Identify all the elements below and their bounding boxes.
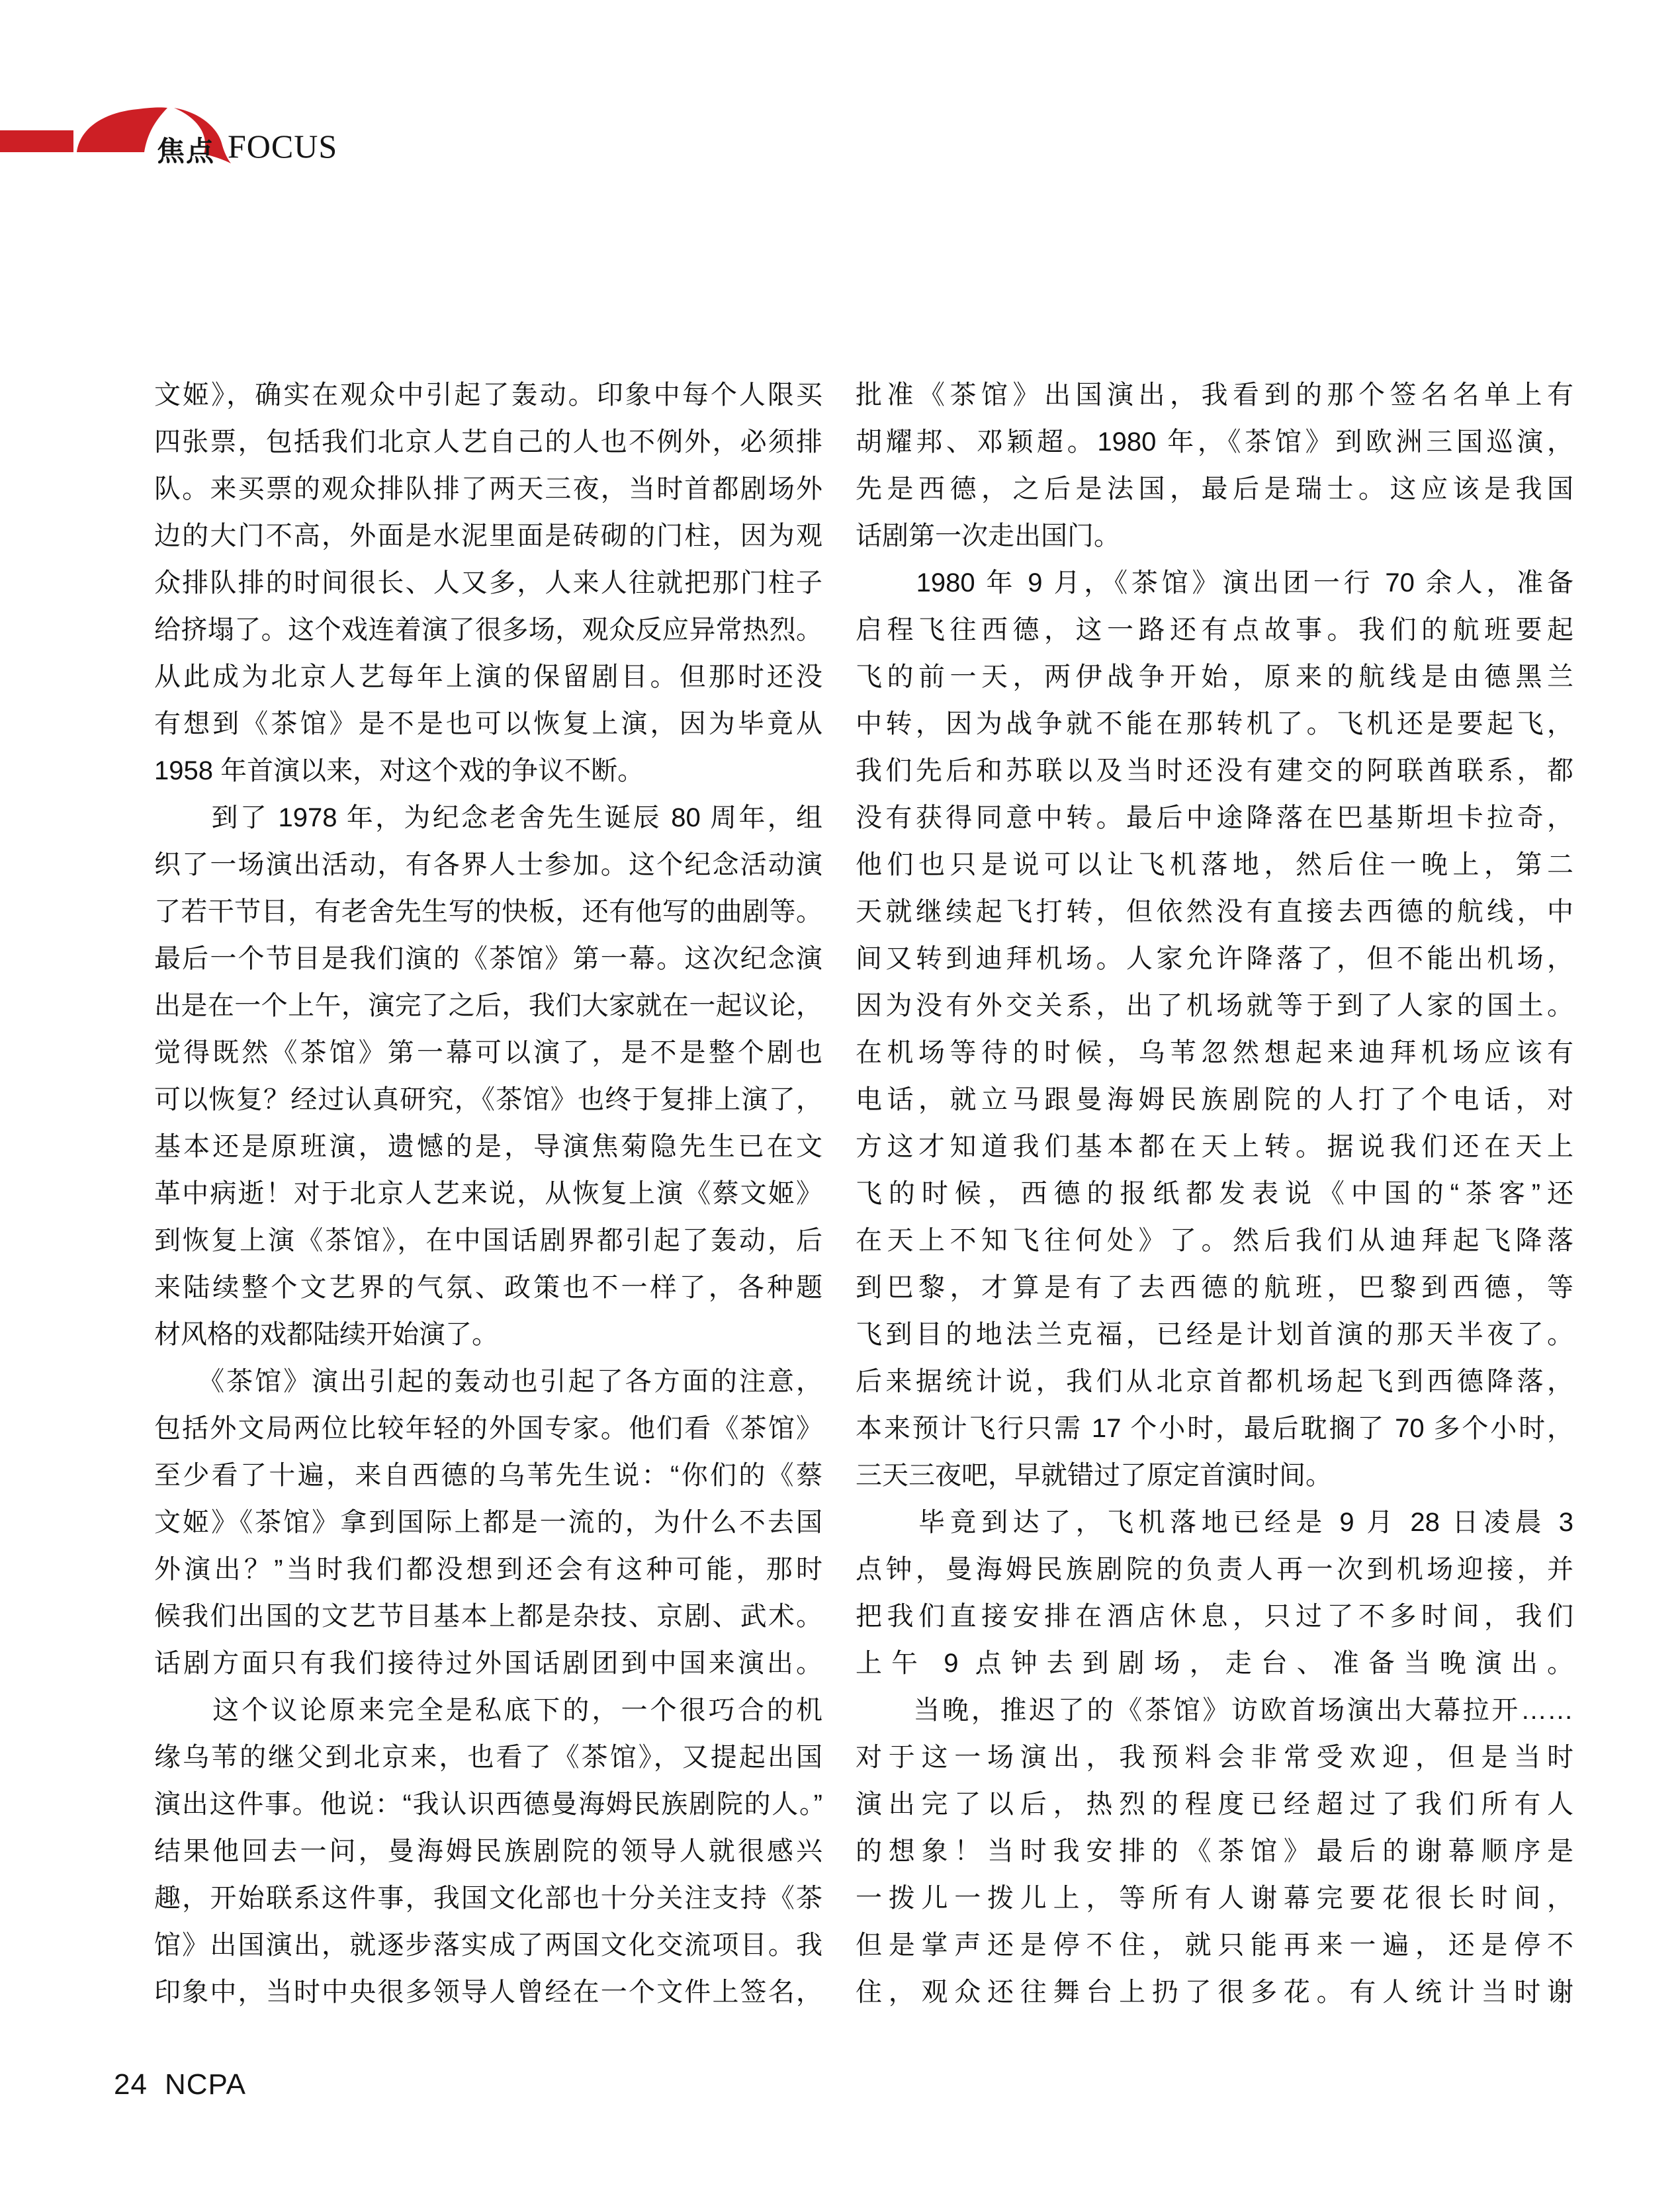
text-line: 毕竟到达了，飞机落地已经是 9 月 28 日凌晨 3	[856, 1508, 1573, 1537]
text-line: 四张票，包括我们北京人艺自己的人也不例外，必须排	[154, 427, 822, 457]
text-line: 但是掌声还是停不住，就只能再来一遍，还是停不	[856, 1931, 1573, 1960]
text-line: 间又转到迪拜机场。人家允许降落了，但不能出机场，	[856, 944, 1573, 973]
text-line: 住，观众还往舞台上扔了很多花。有人统计当时谢	[856, 1978, 1573, 2007]
text-line: 在天上不知飞往何处》了。然后我们从迪拜起飞降落	[856, 1226, 1573, 1255]
text-line: 在机场等待的时候，乌苇忽然想起来迪拜机场应该有	[856, 1038, 1573, 1067]
text-line: 话剧方面只有我们接待过外国话剧团到中国来演出。	[154, 1649, 822, 1678]
text-line: 包括外文局两位比较年轻的外国专家。他们看《茶馆》	[154, 1414, 822, 1443]
text-line: 最后一个节目是我们演的《茶馆》第一幕。这次纪念演	[154, 944, 822, 973]
text-line: 没有获得同意中转。最后中途降落在巴基斯坦卡拉奇，	[856, 803, 1573, 832]
text-line: 文姬》《茶馆》拿到国际上都是一流的，为什么不去国	[154, 1508, 822, 1537]
text-line: 到了 1978 年，为纪念老舍先生诞辰 80 周年，组	[154, 803, 822, 832]
text-line: 飞的前一天，两伊战争开始，原来的航线是由德黑兰	[856, 662, 1573, 691]
text-line: 天就继续起飞打转，但依然没有直接去西德的航线，中	[856, 897, 1573, 926]
text-line: 给挤塌了。这个戏连着演了很多场，观众反应异常热烈。	[154, 615, 822, 644]
text-line: 趣，开始联系这件事，我国文化部也十分关注支持《茶	[154, 1884, 822, 1913]
text-line: 中转，因为战争就不能在那转机了。飞机还是要起飞，	[856, 709, 1573, 738]
section-label-cn: 焦点	[157, 135, 216, 167]
text-line: 至少看了十遍，来自西德的乌苇先生说：“你们的《蔡	[154, 1461, 822, 1490]
text-line: 的想象！当时我安排的《茶馆》最后的谢幕顺序是	[856, 1837, 1573, 1866]
text-line: 一拨儿一拨儿上，等所有人谢幕完要花很长时间，	[856, 1884, 1573, 1913]
text-line: 边的大门不高，外面是水泥里面是砖砌的门柱，因为观	[154, 521, 822, 550]
text-line: 1958 年首演以来，对这个戏的争议不断。	[154, 756, 644, 785]
text-line: 到巴黎，才算是有了去西德的航班，巴黎到西德，等	[856, 1273, 1573, 1302]
text-line: 结果他回去一问，曼海姆民族剧院的领导人就很感兴	[154, 1837, 822, 1866]
text-line: 启程飞往西德，这一路还有点故事。我们的航班要起	[856, 615, 1573, 644]
text-line: 先是西德，之后是法国，最后是瑞士。这应该是我国	[856, 474, 1573, 503]
text-line: 革中病逝！对于北京人艺来说，从恢复上演《蔡文姬》	[154, 1179, 822, 1208]
text-line: 队。来买票的观众排队排了两天三夜，当时首都剧场外	[154, 474, 822, 503]
left-column	[154, 372, 822, 2016]
text-line: 把我们直接安排在酒店休息，只过了不多时间，我们	[856, 1602, 1573, 1631]
text-line: 到恢复上演《茶馆》，在中国话剧界都引起了轰动，后	[154, 1226, 822, 1255]
text-line: 《茶馆》演出引起的轰动也引起了各方面的注意，	[154, 1367, 822, 1396]
text-line: 众排队排的时间很长、人又多，人来人往就把那门柱子	[154, 568, 822, 597]
text-line: 来陆续整个文艺界的气氛、政策也不一样了，各种题	[154, 1273, 822, 1302]
text-line: 印象中，当时中央很多领导人曾经在一个文件上签名，	[154, 1978, 822, 2007]
text-line: 了若干节目，有老舍先生写的快板，还有他写的曲剧等。	[154, 897, 822, 926]
text-line: 飞到目的地法兰克福，已经是计划首演的那天半夜了。	[856, 1320, 1573, 1349]
text-line: 后来据统计说，我们从北京首都机场起飞到西德降落，	[856, 1367, 1573, 1396]
text-line: 缘乌苇的继父到北京来，也看了《茶馆》，又提起出国	[154, 1743, 822, 1772]
section-label-en: FOCUS	[228, 128, 338, 165]
text-line: 材风格的戏都陆续开始演了。	[154, 1320, 498, 1349]
text-line: 飞的时候，西德的报纸都发表说《中国的“茶客”还	[856, 1179, 1573, 1208]
text-line: 因为没有外交关系，出了机场就等于到了人家的国土。	[856, 991, 1573, 1020]
page-footer	[114, 2068, 246, 2101]
text-line: 文姬》，确实在观众中引起了轰动。印象中每个人限买	[154, 380, 822, 410]
text-line: 演出完了以后，热烈的程度已经超过了我们所有人	[856, 1790, 1573, 1819]
text-line: 点钟，曼海姆民族剧院的负责人再一次到机场迎接，并	[856, 1555, 1573, 1584]
text-line: 胡耀邦、邓颖超。1980 年，《茶馆》到欧洲三国巡演，	[856, 427, 1573, 457]
page-number: 24	[114, 2068, 148, 2101]
text-line: 馆》出国演出，就逐步落实成了两国文化交流项目。我	[154, 1931, 822, 1960]
text-line: 觉得既然《茶馆》第一幕可以演了，是不是整个剧也	[154, 1038, 822, 1067]
text-line: 批准《茶馆》出国演出，我看到的那个签名名单上有	[856, 380, 1573, 410]
text-line: 本来预计飞行只需 17 个小时，最后耽搁了 70 多个小时，	[856, 1414, 1573, 1443]
text-line: 有想到《茶馆》是不是也可以恢复上演，因为毕竟从	[154, 709, 822, 738]
text-line: 我们先后和苏联以及当时还没有建交的阿联酋联系，都	[856, 756, 1573, 785]
text-line: 方这才知道我们基本都在天上转。据说我们还在天上	[856, 1132, 1573, 1161]
text-line: 当晚，推迟了的《茶馆》访欧首场演出大幕拉开……	[856, 1696, 1573, 1725]
text-line: 电话，就立马跟曼海姆民族剧院的人打了个电话，对	[856, 1085, 1573, 1114]
text-line: 话剧第一次走出国门。	[856, 521, 1120, 550]
text-line: 出是在一个上午，演完了之后，我们大家就在一起议论，	[154, 991, 822, 1020]
text-line: 织了一场演出活动，有各界人士参加。这个纪念活动演	[154, 850, 822, 879]
text-line: 从此成为北京人艺每年上演的保留剧目。但那时还没	[154, 662, 822, 691]
text-line: 可以恢复？经过认真研究，《茶馆》也终于复排上演了，	[154, 1085, 822, 1114]
text-line: 上午 9 点钟去到剧场，走台、准备当晚演出。	[856, 1649, 1573, 1678]
text-line: 三天三夜吧，早就错过了原定首演时间。	[856, 1461, 1332, 1490]
text-line: 这个议论原来完全是私底下的，一个很巧合的机	[154, 1696, 822, 1725]
header-red-bar	[0, 130, 73, 152]
magazine-abbr: NCPA	[164, 2068, 246, 2101]
text-line: 候我们出国的文艺节目基本上都是杂技、京剧、武术。	[154, 1602, 822, 1631]
text-line: 外演出？”当时我们都没想到还会有这种可能，那时	[154, 1555, 822, 1584]
text-line: 演出这件事。他说：“我认识西德曼海姆民族剧院的人。”	[154, 1790, 822, 1819]
right-column	[856, 372, 1573, 2016]
text-line: 对于这一场演出，我预料会非常受欢迎，但是当时	[856, 1743, 1573, 1772]
text-line: 基本还是原班演，遗憾的是，导演焦菊隐先生已在文	[154, 1132, 822, 1161]
text-line: 1980 年 9 月，《茶馆》演出团一行 70 余人，准备	[856, 568, 1573, 597]
text-line: 他们也只是说可以让飞机落地，然后住一晚上，第二	[856, 850, 1573, 879]
